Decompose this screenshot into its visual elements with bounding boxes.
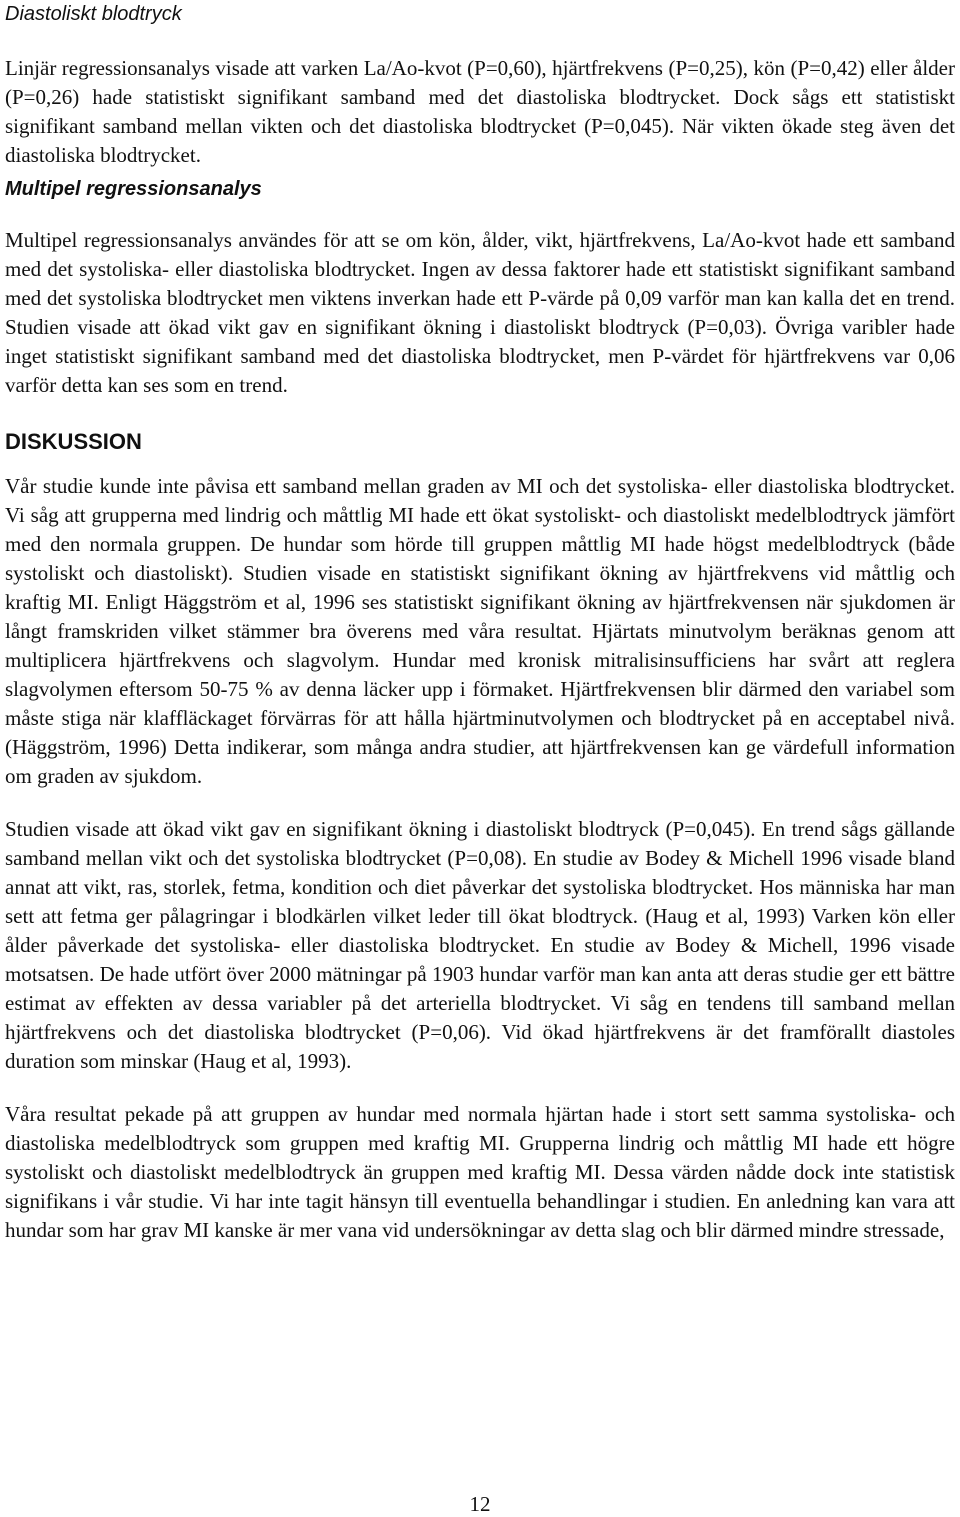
paragraph-diskussion-2: Studien visade att ökad vikt gav en signifikant ökning i diastoliskt blodtryck (P=0,045). En trend sågs gällande samband mellan vikt och det systoliska blodtrycket (P=0,08). En studie av Bodey & Michell 1996 visade bland annat att vikt, ras, storlek, fetma, kondition och diet påverkar det systoliska blodtrycket. Hos människa har man sett att fetma ger pålagringar i blodkärlen vilket leder till ökat blodtryck. (Haug et al, 1993) Varken kön eller ålder påverkade det systoliska- eller diastoliska blodtrycket. En studie av Bodey & Michell, 1996 visade motsatsen. De hade utfört över 2000 mätningar på 1903 hundar varför man kan anta att deras studie ger ett bättre estimat av effekten av dessa variabler på det arteriella blodtrycket. Vi såg en tendens till samband mellan hjärtfrekvens och det diastoliska blodtrycket (P=0,06). Vid ökad hjärtfrekvens är det framförallt diastoles duration som minskar (Haug et al, 1993). [5, 817, 955, 1073]
paragraph-diastoliskt: Linjär regressionsanalys visade att varken La/Ao-kvot (P=0,60), hjärtfrekvens (P=0,25), kön (P=0,42) eller ålder (P=0,26) hade statistiskt signifikant samband med det diastoliska blodtrycket. Dock sågs ett statistiskt signifikant samband mellan vikten och det diastoliska blodtrycket (P=0,045). När vikten ökade steg även det diastoliska blodtrycket. [5, 56, 955, 167]
paragraph-multipel: Multipel regressionsanalys användes för att se om kön, ålder, vikt, hjärtfrekvens, La/Ao-kvot hade ett samband med det systoliska- eller diastoliska blodtrycket. Ingen av dessa faktorer hade ett statistiskt signifikant samband med det systoliska blodtrycket men viktens inverkan hade ett P-värde på 0,09 varför man kan kalla det en trend. Studien visade att ökad vikt gav en signifikant ökning i diastoliskt blodtryck (P=0,03). Övriga varibler hade inget statistiskt signifikant samband med det diastoliska blodtrycket, men P-värdet för hjärtfrekvens var 0,06 varför detta kan ses som en trend. [5, 228, 955, 397]
heading-diastoliskt-blodtryck: Diastoliskt blodtryck [5, 3, 182, 25]
heading-multipel-regressionsanalys: Multipel regressionsanalys [5, 178, 262, 200]
heading-diskussion: DISKUSSION [5, 429, 142, 454]
page-content [5, 0, 955, 1245]
paragraph-diskussion-3: Våra resultat pekade på att gruppen av hundar med normala hjärtan hade i stort sett samma systoliska- och diastoliska medelblodtryck som gruppen med kraftig MI. Grupperna lindrig och måttlig MI hade ett högre systoliskt och diastoliskt medelblodtryck än gruppen med kraftig MI. Dessa värden nådde dock inte statistisk signifikans i vår studie. Vi har inte tagit hänsyn till eventuella behandlingar i studien. En anledning kan vara att hundar som har grav MI kanske är mer vana vid undersökningar av detta slag och blir därmed mindre stressade, [5, 1102, 955, 1242]
paragraph-diskussion-1: Vår studie kunde inte påvisa ett samband mellan graden av MI och det systoliska- eller diastoliska blodtrycket. Vi såg att grupperna med lindrig och måttlig MI hade ett ökat systoliskt- och diastoliskt medelblodtryck jämfört med den normala gruppen. De hundar som hörde till gruppen måttlig MI hade högst medelblodtryck (både systoliskt och diastoliskt). Studien visade en statistiskt signifikant ökning av hjärtfrekvens vid måttlig och kraftig MI. Enligt Häggström et al, 1996 ses statistiskt signifikant ökning av hjärtfrekvensen när sjukdomen är långt framskriden vilket stämmer bra överens med våra resultat. Hjärtats minutvolym beräknas genom att multiplicera hjärtfrekvens och slagvolym. Hundar med kronisk mitralisinsufficiens har svårt att reglera slagvolymen eftersom 50-75 % av denna läcker upp i förmaket. Hjärtfrekvensen blir därmed den variabel som måste stiga när klaffläckaget förvärras för att hålla hjärtminutvolymen och blodtrycket på en acceptabel nivå. (Häggström, 1996) Detta indikerar, som många andra studier, att hjärtfrekvensen kan ge värdefull information om graden av sjukdom. [5, 474, 955, 788]
page-number: 12 [469, 1492, 491, 1516]
